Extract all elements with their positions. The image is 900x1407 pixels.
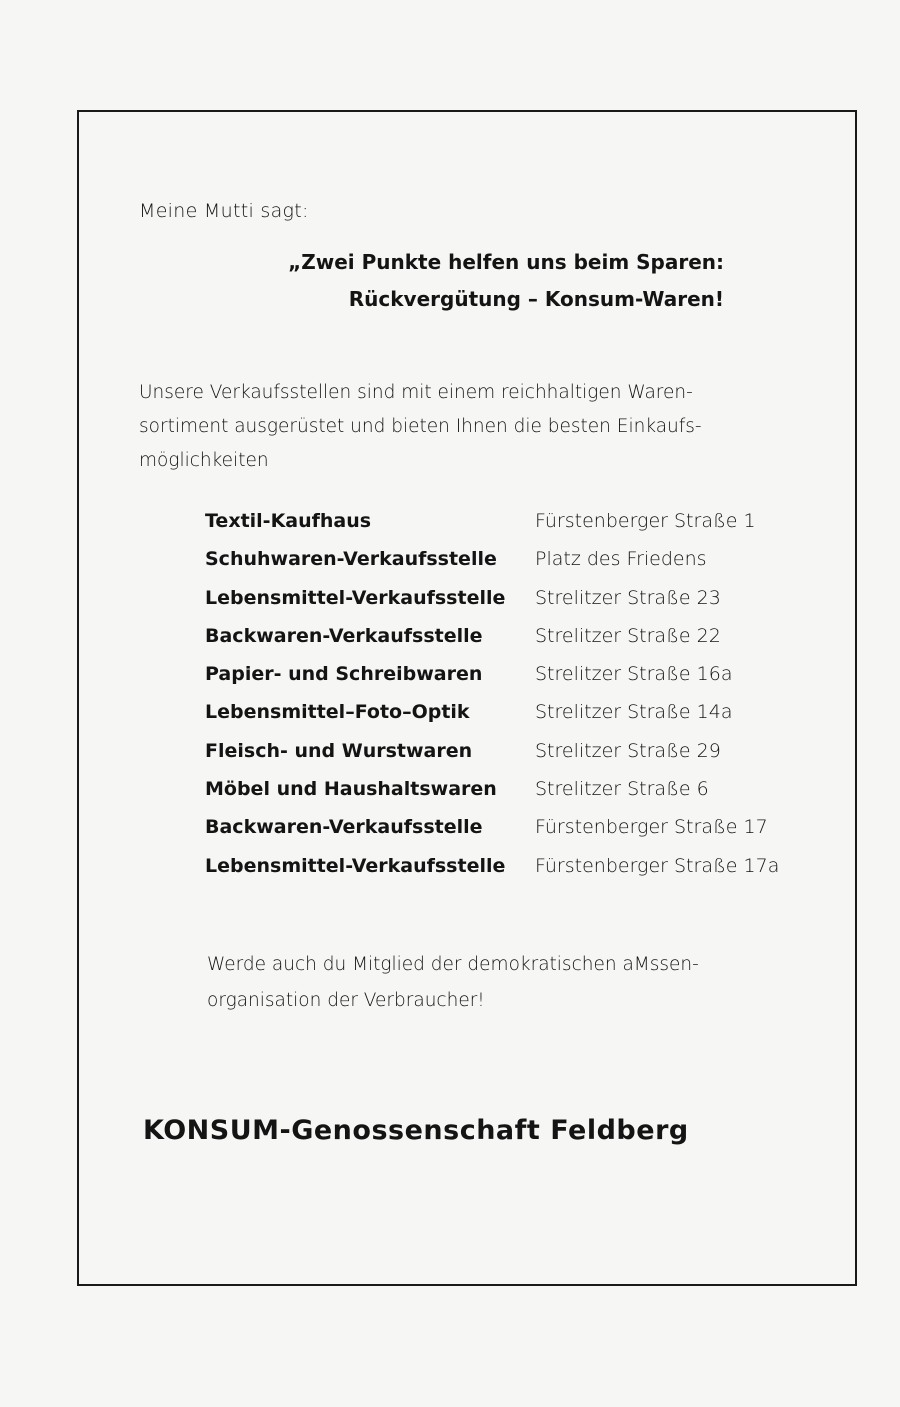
store-address: Platz des Friedens bbox=[535, 548, 707, 571]
store-address: Strelitzer Straße 16a bbox=[535, 663, 733, 686]
store-list bbox=[205, 510, 795, 893]
store-name: Backwaren-Verkaufsstelle bbox=[205, 816, 483, 839]
store-row bbox=[205, 625, 795, 663]
store-address: Fürstenberger Straße 17a bbox=[535, 854, 780, 877]
slogan-line-2: Rückvergütung – Konsum-Waren! bbox=[348, 287, 724, 311]
store-row bbox=[205, 740, 795, 778]
store-row bbox=[205, 816, 795, 854]
description-line-1: Unsere Verkaufsstellen sind mit einem reichhaltigen Waren- bbox=[139, 382, 693, 403]
store-row bbox=[205, 701, 795, 739]
store-row bbox=[205, 663, 795, 701]
intro-text: Meine Mutti sagt: bbox=[139, 200, 309, 222]
store-name: Fleisch- und Wurstwaren bbox=[205, 739, 473, 762]
store-name: Lebensmittel-Verkaufsstelle bbox=[205, 586, 506, 609]
slogan-line-1: „Zwei Punkte helfen uns beim Sparen: bbox=[288, 250, 724, 274]
store-address: Fürstenberger Straße 1 bbox=[535, 510, 756, 532]
store-name: Lebensmittel-Verkaufsstelle bbox=[205, 854, 506, 877]
store-name: Papier- und Schreibwaren bbox=[205, 663, 483, 686]
closing-line-2: organisation der Verbraucher! bbox=[207, 990, 485, 1011]
store-address: Strelitzer Straße 23 bbox=[535, 586, 721, 609]
store-name: Textil-Kaufhaus bbox=[205, 510, 372, 532]
store-address: Fürstenberger Straße 17 bbox=[535, 816, 768, 839]
description-line-3: möglichkeiten bbox=[139, 450, 269, 471]
store-name: Backwaren-Verkaufsstelle bbox=[205, 624, 483, 647]
store-row bbox=[205, 548, 795, 586]
store-address: Strelitzer Straße 6 bbox=[535, 778, 709, 801]
closing-line-1: Werde auch du Mitglied der demokratischen aMssen- bbox=[207, 954, 699, 975]
store-address: Strelitzer Straße 29 bbox=[535, 739, 721, 762]
store-name: Lebensmittel–Foto–Optik bbox=[205, 701, 470, 724]
store-address: Strelitzer Straße 22 bbox=[535, 624, 721, 647]
store-name: Schuhwaren-Verkaufsstelle bbox=[205, 548, 497, 571]
store-address: Strelitzer Straße 14a bbox=[535, 701, 733, 724]
store-row bbox=[205, 855, 795, 893]
store-row bbox=[205, 778, 795, 816]
signature: KONSUM-Genossenschaft Feldberg bbox=[143, 1115, 689, 1146]
store-row bbox=[205, 510, 795, 548]
description-line-2: sortiment ausgerüstet und bieten Ihnen die besten Einkaufs- bbox=[139, 416, 702, 437]
store-row bbox=[205, 587, 795, 625]
store-name: Möbel und Haushaltswaren bbox=[205, 778, 497, 801]
